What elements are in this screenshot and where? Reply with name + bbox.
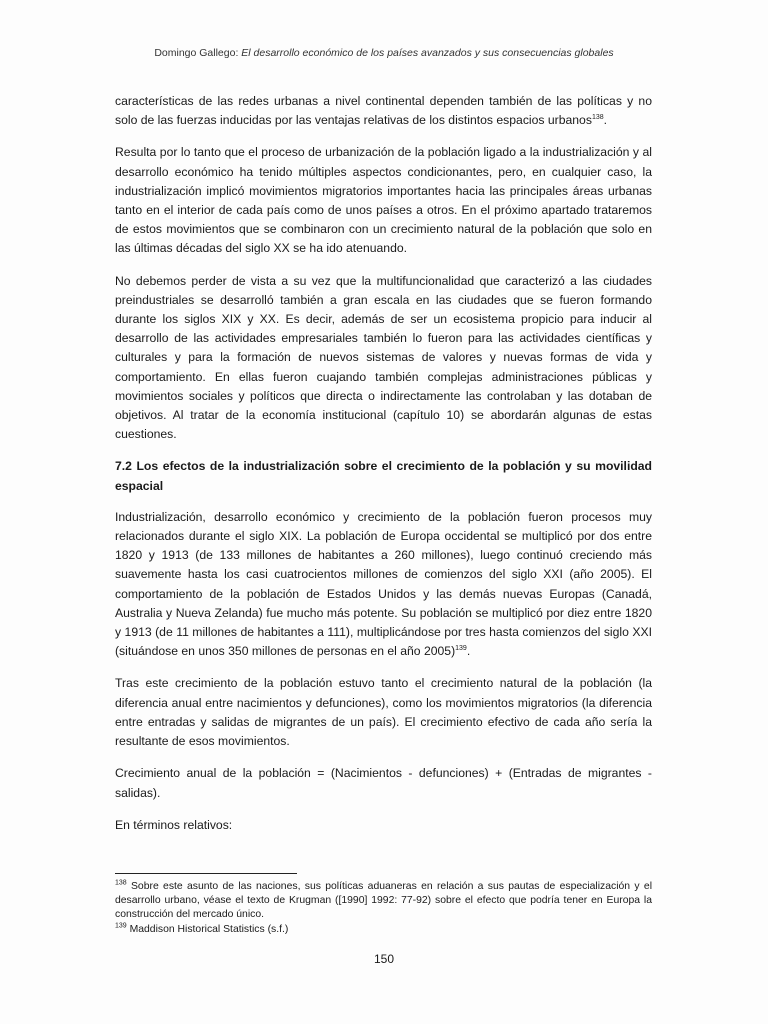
header-author: Domingo Gallego:	[154, 47, 242, 59]
footnotes	[115, 880, 652, 937]
paragraph-4	[115, 508, 652, 662]
paragraph-5: Tras este crecimiento de la población estuvo tanto el crecimiento natural de la población (la diferencia anual entre nacimientos y defunciones), como los movimientos migratorios (la diferencia entre entradas y salidas de migrantes de un país). El crecimiento efectivo de cada año sería la resultante de esos movimientos.	[115, 676, 652, 749]
paragraph-1	[115, 92, 652, 130]
paragraph-4-text: Industrialización, desarrollo económico y crecimiento de la población fueron procesos muy relacionados durante el siglo XIX. La población de Europa occidental se multiplicó por dos entre 1820 y 1913 (de 133 millones de habitantes a 260 millones), luego continuó creciendo más suavemente hasta los casi cuatrocientos millones de comienzos del siglo XXI (año 2005). El comportamiento de la población de Estados Unidos y las demás nuevas Europas (Canadá, Australia y Nueva Zelanda) fue mucho más potente. Su población se multiplicó por diez entre 1820 y 1913 (de 11 millones de habitantes a 111), multiplicándose por tres hasta comienzos del siglo XXI (situándose en unos 350 millones de personas en el año 2005)	[115, 509, 652, 659]
paragraph-1-end: .	[603, 113, 608, 128]
paragraph-2: Resulta por lo tanto que el proceso de urbanización de la población ligado a la industrialización y al desarrollo económico ha tenido múltiples aspectos condicionantes, pero, en cualquier caso, la industrialización implicó movimientos migratorios importantes hacia las principales áreas urbanas tanto en el interior de cada país como de unos países a otros. En el próximo apartado trataremos de estos movimientos que se combinaron con un crecimiento natural de la población que solo en las últimas décadas del siglo XX se ha ido atenuando.	[115, 145, 652, 256]
paragraph-6-formula: Crecimiento anual de la población = (Nacimientos - defunciones) + (Entradas de migrantes - salidas).	[115, 766, 652, 800]
footnote-ref-139: 139	[455, 645, 467, 653]
paragraph-1-text: características de las redes urbanas a nivel continental dependen también de las políticas y no solo de las fuerzas inducidas por las ventajas relativas de los distintos espacios urbanos	[115, 94, 652, 128]
footnote-138	[115, 880, 652, 923]
footnote-139-marker: 139	[115, 922, 127, 930]
footnote-139-text: Maddison Historical Statistics (s.f.)	[126, 923, 289, 935]
running-header	[0, 47, 768, 59]
section-heading: 7.2 Los efectos de la industrialización sobre el crecimiento de la población y su movilidad espacial	[115, 459, 652, 493]
page-number: 150	[373, 952, 395, 966]
body-text	[115, 92, 652, 848]
footnote-138-marker: 138	[115, 879, 127, 887]
footnote-divider	[115, 873, 297, 874]
paragraph-4-end: .	[466, 644, 471, 659]
paragraph-7: En términos relativos:	[115, 817, 233, 832]
header-title: El desarrollo económico de los países avanzados y sus consecuencias globales	[241, 47, 614, 59]
footnote-138-text: Sobre este asunto de las naciones, sus políticas aduaneras en relación a sus pautas de especialización y el desarrollo urbano, véase el texto de Krugman ([1990] 1992: 77-92) sobre el efecto que podría tener en Europa la construcción del mercado único.	[115, 881, 652, 921]
footnote-ref-138: 138	[591, 114, 604, 122]
footnote-139	[115, 923, 652, 937]
paragraph-3: No debemos perder de vista a su vez que la multifuncionalidad que caracterizó a las ciudades preindustriales se desarrolló también a gran escala en las ciudades que se fueron formando durante los siglos XIX y XX. Es decir, además de ser un ecosistema propicio para inducir al desarrollo de las actividades empresariales también lo fueron para las actividades científicas y culturales y para la formación de nuevos sistemas de valores y nuevas formas de vida y comportamiento. En ellas fueron cuajando también complejas administraciones públicas y movimientos sociales y políticos que directa o indirectamente las controlaban y las dotaban de objetivos. Al tratar de la economía institucional (capítulo 10) se abordarán algunas de estas cuestiones.	[115, 273, 652, 442]
